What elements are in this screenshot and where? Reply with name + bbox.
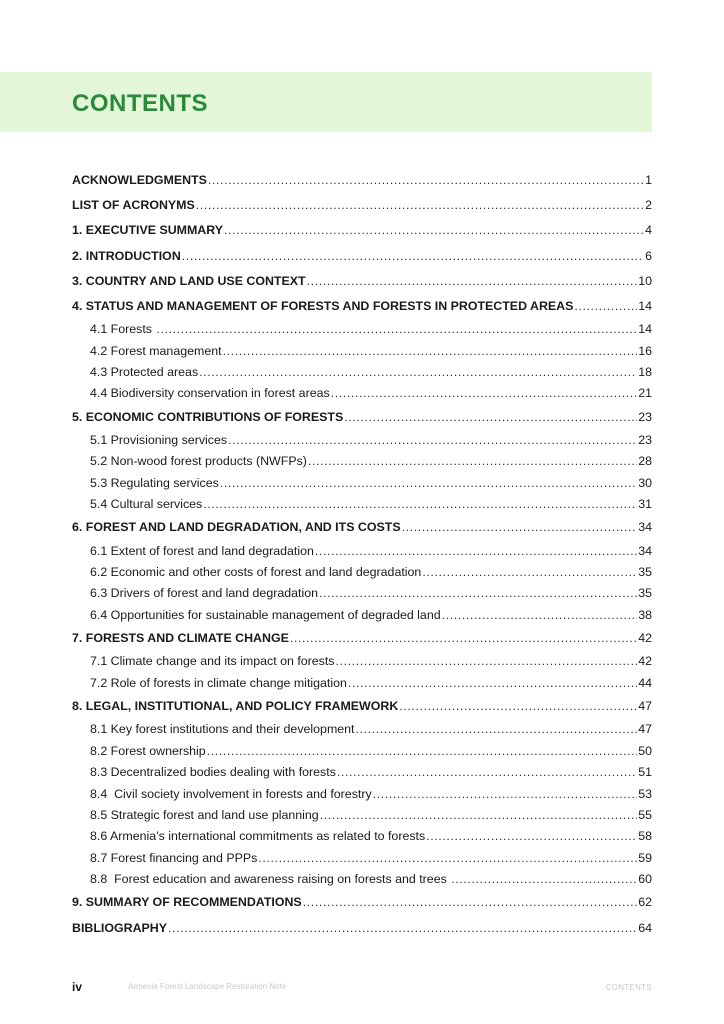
toc-entry-title: 4.4 Biodiversity conservation in forest areas (90, 386, 330, 401)
toc-dot-leader (574, 294, 637, 319)
toc-subsection-entry[interactable] (72, 719, 652, 740)
footer-page-number: iv (72, 980, 83, 994)
toc-entry-page-number: 47 (638, 699, 652, 714)
toc-entry-title: 6.3 Drivers of forest and land degradation (90, 586, 318, 601)
toc-subsection-entry[interactable] (72, 383, 652, 404)
toc-entry-title: 4.1 Forests (90, 322, 156, 337)
toc-dot-leader (451, 869, 637, 890)
toc-entry-title: LIST OF ACRONYMS (72, 198, 195, 213)
toc-entry-title: 8.1 Key forest institutions and their development (90, 722, 355, 737)
toc-entry-page-number: 4 (645, 223, 652, 238)
toc-dot-leader (319, 583, 637, 604)
toc-section-entry[interactable] (72, 269, 652, 294)
toc-dot-leader (315, 541, 637, 562)
toc-entry-title: 7.2 Role of forests in climate change mitigation (90, 675, 347, 690)
toc-dot-leader (402, 515, 638, 540)
toc-section-entry[interactable] (72, 244, 652, 269)
toc-entry-title: 1. EXECUTIVE SUMMARY (72, 223, 224, 238)
toc-entry-title: 6.2 Economic and other costs of forest and land degradation (90, 565, 422, 580)
toc-subsection-entry[interactable] (72, 362, 652, 383)
toc-dot-leader (337, 762, 637, 783)
toc-entry-title: 5.2 Non-wood forest products (NWFPs) (90, 454, 307, 469)
toc-entry-page-number: 35 (638, 565, 652, 580)
toc-entry-title: 8. LEGAL, INSTITUTIONAL, AND POLICY FRAMEWORK (72, 699, 399, 714)
page-title: CONTENTS (72, 90, 208, 117)
toc-dot-leader (442, 605, 638, 626)
toc-subsection-entry[interactable] (72, 451, 652, 472)
toc-dot-leader (320, 805, 638, 826)
toc-entry-page-number: 55 (638, 807, 652, 822)
toc-subsection-entry[interactable] (72, 673, 652, 694)
toc-entry-title: 5.3 Regulating services (90, 475, 219, 490)
toc-entry-title: 8.8 Forest education and awareness raising on forests and trees (90, 872, 451, 887)
toc-entry-title: 8.4 Civil society involvement in forests and forestry (90, 786, 372, 801)
toc-entry-page-number: 42 (638, 631, 652, 646)
toc-section-entry[interactable] (72, 218, 652, 243)
toc-dot-leader (331, 383, 638, 404)
toc-dot-leader (203, 494, 637, 515)
toc-section-entry[interactable] (72, 405, 652, 430)
footer-document-title: Armenia Forest Landscape Restoration Note (128, 982, 287, 991)
toc-dot-leader (223, 341, 638, 362)
toc-entry-page-number: 64 (638, 920, 652, 935)
toc-dot-leader (182, 244, 644, 269)
toc-entry-page-number: 14 (638, 298, 652, 313)
toc-subsection-entry[interactable] (72, 494, 652, 515)
toc-entry-title: 8.6 Armenia’s international commitments as related to forests (90, 829, 426, 844)
toc-subsection-entry[interactable] (72, 541, 652, 562)
toc-entry-title: 5.4 Cultural services (90, 497, 203, 512)
toc-section-entry[interactable] (72, 694, 652, 719)
toc-entry-page-number: 59 (638, 850, 652, 865)
toc-entry-page-number: 62 (638, 895, 652, 910)
toc-subsection-entry[interactable] (72, 784, 652, 805)
toc-entry-page-number: 38 (638, 607, 652, 622)
toc-subsection-entry[interactable] (72, 826, 652, 847)
toc-dot-leader (224, 218, 644, 243)
toc-entry-title: 7.1 Climate change and its impact on forests (90, 654, 335, 669)
toc-entry-title: 8.3 Decentralized bodies dealing with forests (90, 765, 336, 780)
toc-entry-title: 2. INTRODUCTION (72, 248, 181, 263)
toc-section-entry[interactable] (72, 515, 652, 540)
toc-section-entry[interactable] (72, 168, 652, 193)
toc-entry-page-number: 44 (638, 675, 652, 690)
toc-entry-page-number: 6 (645, 248, 652, 263)
toc-entry-page-number: 21 (638, 386, 652, 401)
toc-dot-leader (307, 269, 638, 294)
toc-entry-page-number: 42 (638, 654, 652, 669)
toc-section-entry[interactable] (72, 626, 652, 651)
toc-entry-page-number: 1 (645, 173, 652, 187)
toc-entry-page-number: 47 (638, 722, 652, 737)
toc-subsection-entry[interactable] (72, 473, 652, 494)
toc-dot-leader (207, 741, 638, 762)
toc-entry-page-number: 18 (638, 364, 652, 379)
toc-subsection-entry[interactable] (72, 741, 652, 762)
toc-section-entry[interactable] (72, 916, 652, 941)
toc-dot-leader (356, 719, 638, 740)
toc-entry-page-number: 60 (638, 872, 652, 887)
toc-dot-leader (220, 473, 637, 494)
toc-dot-leader (290, 626, 637, 651)
toc-section-entry[interactable] (72, 294, 652, 319)
toc-entry-page-number: 30 (638, 475, 652, 490)
toc-dot-leader (422, 562, 637, 583)
toc-dot-leader (196, 193, 644, 218)
toc-dot-leader (258, 848, 637, 869)
toc-entry-page-number: 50 (638, 743, 652, 758)
toc-section-entry[interactable] (72, 193, 652, 218)
toc-entry-page-number: 31 (638, 497, 652, 512)
toc-entry-page-number: 23 (638, 409, 652, 424)
toc-subsection-entry[interactable] (72, 869, 652, 890)
toc-entry-title: 9. SUMMARY OF RECOMMENDATIONS (72, 895, 302, 910)
toc-entry-title: BIBLIOGRAPHY (72, 920, 167, 935)
toc-entry-page-number: 53 (638, 786, 652, 801)
toc-dot-leader (344, 405, 637, 430)
toc-subsection-entry[interactable] (72, 805, 652, 826)
toc-dot-leader (399, 694, 637, 719)
toc-entry-page-number: 23 (638, 432, 652, 447)
toc-entry-title: 6. FOREST AND LAND DEGRADATION, AND ITS COSTS (72, 520, 401, 535)
toc-entry-title: 6.1 Extent of forest and land degradation (90, 543, 314, 558)
toc-dot-leader (228, 430, 637, 451)
toc-entry-page-number: 28 (638, 454, 652, 469)
toc-section-entry[interactable] (72, 890, 652, 915)
toc-dot-leader (426, 826, 637, 847)
toc-entry-page-number: 16 (638, 343, 652, 358)
toc-entry-page-number: 51 (638, 765, 652, 780)
toc-subsection-entry[interactable] (72, 605, 652, 626)
toc-entry-title: 8.5 Strategic forest and land use planning (90, 807, 319, 822)
toc-entry-title: 8.7 Forest financing and PPPs (90, 850, 258, 865)
toc-entry-title: 3. COUNTRY AND LAND USE CONTEXT (72, 273, 306, 288)
toc-entry-page-number: 14 (638, 322, 652, 337)
toc-entry-title: 5. ECONOMIC CONTRIBUTIONS OF FORESTS (72, 409, 344, 424)
toc-dot-leader (199, 362, 637, 383)
toc-entry-title: 4.3 Protected areas (90, 364, 199, 379)
toc-dot-leader (308, 451, 637, 472)
toc-entry-page-number: 35 (638, 586, 652, 601)
footer-section-name: CONTENTS (605, 983, 652, 992)
toc-dot-leader (373, 784, 638, 805)
toc-subsection-entry[interactable] (72, 848, 652, 869)
toc-entry-title: 4.2 Forest management (90, 343, 222, 358)
toc-entry-title: 5.1 Provisioning services (90, 432, 228, 447)
toc-dot-leader (168, 916, 637, 941)
toc-dot-leader (348, 673, 637, 694)
toc-entry-page-number: 58 (638, 829, 652, 844)
toc-entry-title: 7. FORESTS AND CLIMATE CHANGE (72, 631, 289, 646)
table-of-contents (72, 168, 652, 941)
toc-subsection-entry[interactable] (72, 341, 652, 362)
toc-subsection-entry[interactable] (72, 583, 652, 604)
toc-subsection-entry[interactable] (72, 562, 652, 583)
toc-entry-page-number: 10 (638, 273, 652, 288)
toc-dot-leader (156, 319, 637, 340)
toc-entry-title: ACKNOWLEDGMENTS (72, 173, 207, 187)
toc-entry-title: 8.2 Forest ownership (90, 743, 206, 758)
toc-subsection-entry[interactable] (72, 762, 652, 783)
toc-subsection-entry[interactable] (72, 430, 652, 451)
toc-subsection-entry[interactable] (72, 319, 652, 340)
toc-entry-page-number: 34 (638, 520, 652, 535)
toc-dot-leader (208, 168, 644, 193)
toc-subsection-entry[interactable] (72, 651, 652, 672)
toc-entry-page-number: 2 (645, 198, 652, 213)
toc-entry-title: 6.4 Opportunities for sustainable management of degraded land (90, 607, 441, 622)
toc-entry-page-number: 34 (638, 543, 652, 558)
toc-dot-leader (336, 651, 638, 672)
toc-dot-leader (303, 890, 638, 915)
toc-entry-title: 4. STATUS AND MANAGEMENT OF FORESTS AND FORESTS IN PROTECTED AREAS (72, 298, 574, 313)
